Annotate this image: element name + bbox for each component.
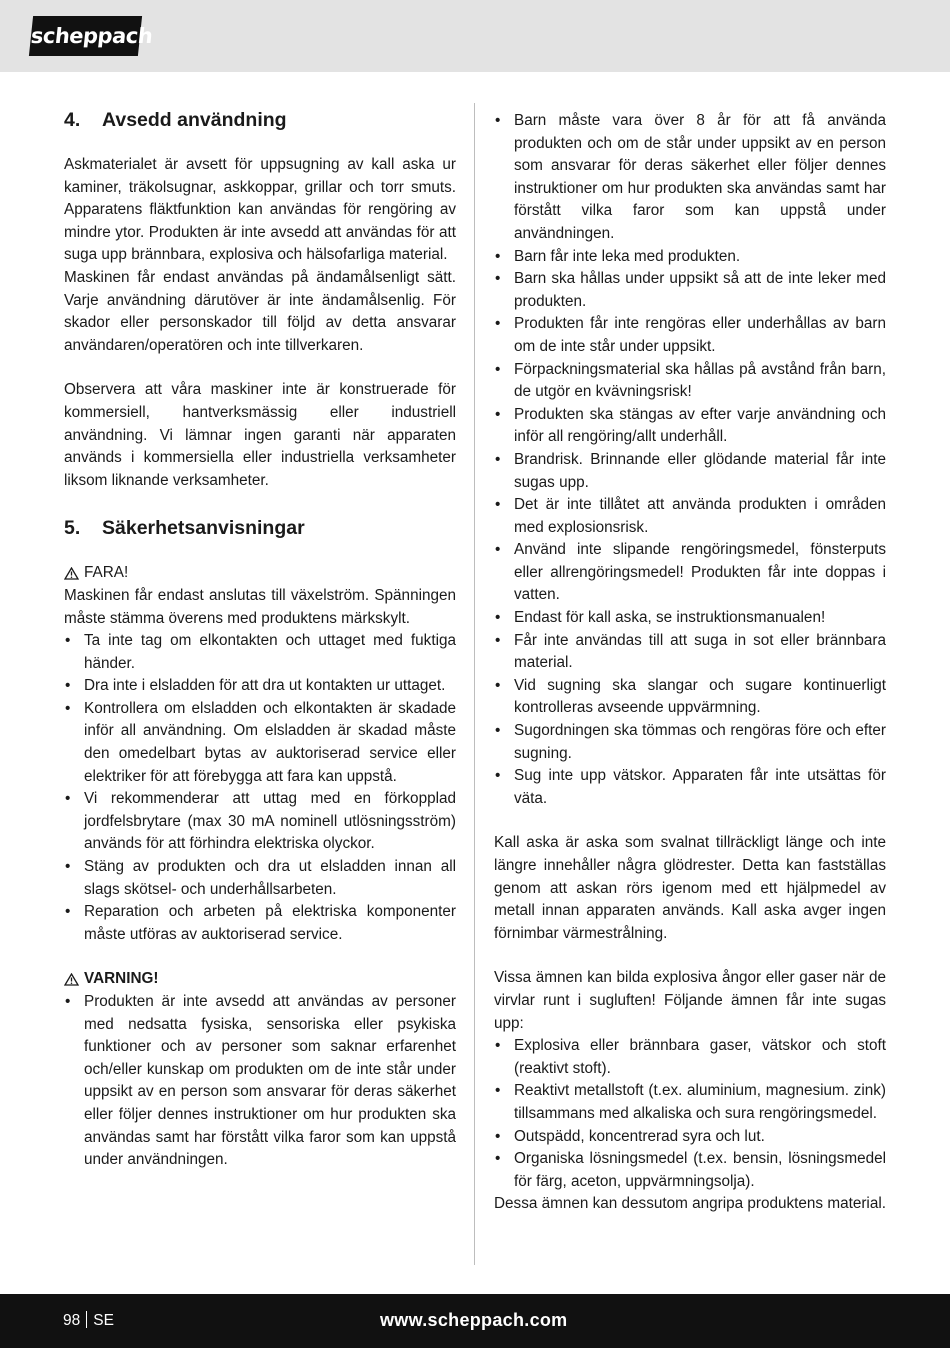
safety-list — [494, 110, 886, 810]
list-item: • Barn får inte leka med produkten. — [494, 246, 886, 269]
list-item: • Det är inte tillåtet att använda produkten i områden med explosionsrisk. — [494, 494, 886, 539]
section-5-title: Säkerhetsanvisningar — [102, 517, 305, 540]
page-number: 98 — [63, 1312, 81, 1329]
list-item: • Explosiva eller brännbara gaser, vätskor och stoft (reaktivt stoft). — [494, 1035, 886, 1080]
column-divider — [474, 103, 475, 1265]
list-item: • Ta inte tag om elkontakten och uttaget med fuktiga händer. — [64, 630, 456, 675]
list-item: • Vid sugning ska slangar och sugare kontinuerligt kontrolleras avseende uppvärmning. — [494, 675, 886, 720]
substances-list — [494, 1035, 886, 1193]
danger-label-text: FARA! — [84, 564, 129, 582]
list-item: • Reaktivt metallstoft (t.ex. aluminium, magnesium. zink) tillsammans med alkaliska och sura rengöringsmedel. — [494, 1080, 886, 1125]
intended-use-paragraph: Askmaterialet är avsett för uppsugning av kall aska ur kaminer, träkolsugnar, askkoppar, grillar och torr smuts. Apparatens fläktfunktion kan användas för rengöring av mindre ytor. Produkten är inte avsedd att användas för att suga upp brännbara, explosiva och hälsofarliga material. — [64, 156, 456, 264]
list-item: • Endast för kall aska, se instruktionsmanualen! — [494, 607, 886, 630]
footer-separator — [86, 1311, 87, 1328]
language-code: SE — [93, 1312, 114, 1329]
list-item: • Vi rekommenderar att uttag med en förkopplad jordfelsbrytare (max 30 mA nominell utlösningsström) används för att förhindra elektriska olyckor. — [64, 788, 456, 856]
scheppach-logo: scheppach — [29, 16, 142, 56]
list-item: • Barn måste vara över 8 år för att få använda produkten och om de står under uppsikt av en person som ansvarar för deras säkerhet eller följer dennes instruktioner om hur produkten ska användas samt har förstått vilka faror som kan uppstå under användningen. — [494, 110, 886, 246]
list-item: • Får inte användas till att suga in sot eller brännbara material. — [494, 630, 886, 675]
list-item: • Reparation och arbeten på elektriska komponenter måste utföras av auktoriserad service. — [64, 901, 456, 946]
danger-text: Maskinen får endast anslutas till växelström. Spänningen måste stämma överens med produktens märkskylt. — [64, 586, 456, 627]
list-item: • Stäng av produkten och dra ut elsladden innan all slags skötsel- och underhållsarbeten. — [64, 856, 456, 901]
material-damage-paragraph: Dessa ämnen kan dessutom angripa produktens material. — [494, 1195, 886, 1213]
warning-triangle-icon — [64, 563, 84, 585]
left-column — [64, 108, 456, 1172]
list-item: • Kontrollera om elsladden och elkontakten är skadade inför all användning. Om elsladden är skadad måste den omedelbart bytas av auktoriserad service eller elektriker för att förebygga att fara kan uppstå. — [64, 698, 456, 788]
section-4-heading — [64, 108, 456, 132]
list-item: • Sug inte upp vätskor. Apparaten får inte utsättas för väta. — [494, 765, 886, 810]
danger-list — [64, 630, 456, 946]
list-item: • Sugordningen ska tömmas och rengöras före och efter sugning. — [494, 720, 886, 765]
list-item: • Barn ska hållas under uppsikt så att de inte leker med produkten. — [494, 268, 886, 313]
cold-ash-paragraph: Kall aska är aska som svalnat tillräckligt länge och inte längre innehåller några glödrester. Detta kan fastställas genom att askan rörs igenom med ett hjälpmedel av metall innan apparaten används. Kall aska avger ingen förnimbar värmestrålning. — [494, 834, 886, 942]
right-column — [494, 110, 886, 1216]
list-item: • Förpackningsmaterial ska hållas på avstånd från barn, de utgör en kvävningsrisk! — [494, 359, 886, 404]
warning-list — [64, 991, 456, 1172]
section-5-heading — [64, 516, 456, 540]
danger-label — [64, 562, 456, 585]
list-item: • Organiska lösningsmedel (t.ex. bensin, lösningsmedel för färg, aceton, uppvärmningsolja). — [494, 1148, 886, 1193]
list-item: • Produkten får inte rengöras eller underhållas av barn om de inte står under uppsikt. — [494, 313, 886, 358]
section-4-number: 4. — [64, 109, 81, 131]
list-item: • Produkten är inte avsedd att användas av personer med nedsatta fysiska, sensoriska eller psykiska funktioner och av personer som saknar erfarenhet och/eller kunskap om produkten om de inte står under uppsikt av en person som ansvarar för deras säkerhet eller följer dennes instruktioner om hur produkten ska användas samt har förstått vilka faror som kan uppstå under användningen. — [64, 991, 456, 1172]
warning-label — [64, 968, 456, 991]
website-url: www.scheppach.com — [380, 1310, 568, 1330]
list-item: • Brandrisk. Brinnande eller glödande material får inte sugas upp. — [494, 449, 886, 494]
warning-triangle-icon — [64, 969, 84, 991]
list-item: • Använd inte slipande rengöringsmedel, fönsterputs eller allrengöringsmedel! Produkten får inte doppas i vatten. — [494, 539, 886, 607]
warning-label-text: VARNING! — [84, 970, 159, 988]
commercial-use-paragraph: Observera att våra maskiner inte är konstruerade för kommersiell, hantverksmässig eller industriell användning. Vi lämnar ingen garanti när apparaten används i kommersiella eller industriella verksamheter liksom liknande verksamheter. — [64, 381, 456, 489]
list-item: • Dra inte i elsladden för att dra ut kontakten ur uttaget. — [64, 675, 456, 698]
page-indicator — [63, 1310, 114, 1332]
list-item: • Outspädd, koncentrerad syra och lut. — [494, 1126, 886, 1149]
proper-use-paragraph: Maskinen får endast användas på ändamålsenligt sätt. Varje användning därutöver är inte ändamålsenlig. För skador eller personskador till följd av detta ansvarar användaren/operatören och inte tillverkaren. — [64, 268, 456, 354]
section-5-number: 5. — [64, 517, 81, 540]
section-4-title: Avsedd användning — [102, 109, 287, 131]
page-header — [0, 0, 950, 72]
page-footer — [0, 1294, 950, 1348]
list-item: • Produkten ska stängas av efter varje användning och inför all rengöring/allt underhåll. — [494, 404, 886, 449]
explosive-substances-paragraph: Vissa ämnen kan bilda explosiva ångor eller gaser när de virvlar runt i sugluften! Följande ämnen får inte sugas upp: — [494, 969, 886, 1032]
